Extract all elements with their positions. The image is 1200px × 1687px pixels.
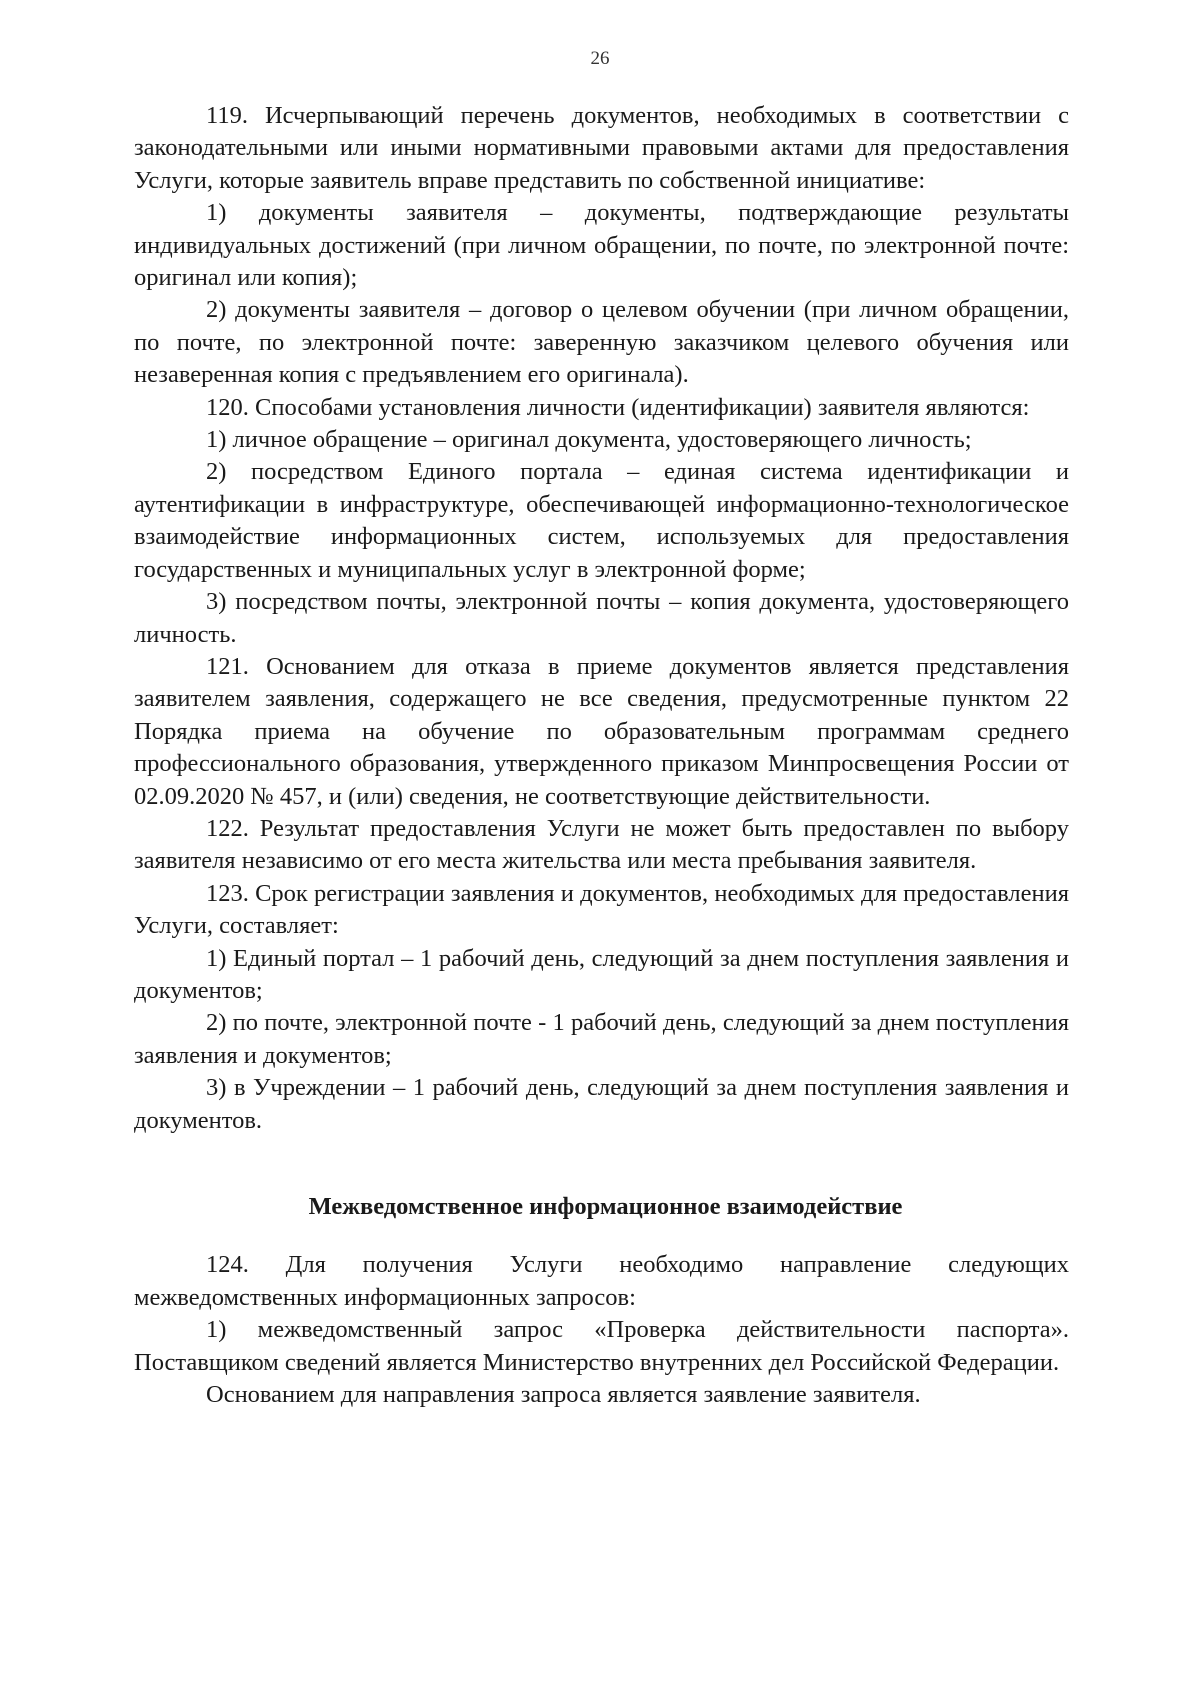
paragraph-122: 122. Результат предоставления Услуги не может быть предоставлен по выбору заявителя независимо от его места жительства или места пребывания заявителя. (134, 814, 1069, 875)
paragraph-121: 121. Основанием для отказа в приеме документов является представления заявителем заявления, содержащего не все сведения, предусмотренные пунктом 22 Порядка приема на обучение по образовательным программам среднего профессионального образования, утвержденного приказом Минпросвещения России от 02.09.2020 № 457, и (или) сведения, не соответствующие действительности. (134, 652, 1069, 810)
paragraph-124: 124. Для получения Услуги необходимо направление следующих межведомственных информационных запросов: (134, 1251, 1069, 1311)
paragraph-124-basis: Основанием для направления запроса является заявление заявителя. (206, 1381, 921, 1409)
paragraph-123-item-3: 3) в Учреждении – 1 рабочий день, следующий за днем поступления заявления и документов. (134, 1074, 1069, 1134)
paragraph-123-item-1: 1) Единый портал – 1 рабочий день, следующий за днем поступления заявления и документов; (134, 944, 1069, 1004)
page-number: 26 (590, 48, 610, 69)
paragraph-120: 120. Способами установления личности (идентификации) заявителя являются: (206, 393, 1030, 421)
section-heading: Межведомственное информационное взаимодействие (308, 1193, 903, 1220)
paragraph-120-item-2: 2) посредством Единого портала – единая система идентификации и аутентификации в инфраструктуре, обеспечивающей информационно-технологическое взаимодействие информационных систем, используемых для предоставления государственных и муниципальных услуг в электронной форме; (134, 458, 1069, 583)
document-body (134, 100, 1069, 1411)
paragraph-119-item-1: 1) документы заявителя – документы, подтверждающие результаты индивидуальных достижений (при личном обращении, по почте, по электронной почте: оригинал или копия); (134, 199, 1069, 292)
paragraph-120-item-1: 1) личное обращение – оригинал документа, удостоверяющего личность; (206, 426, 972, 454)
paragraph-120-item-3: 3) посредством почты, электронной почты – копия документа, удостоверяющего личность. (134, 588, 1069, 648)
paragraph-119: 119. Исчерпывающий перечень документов, необходимых в соответствии с законодательными или иными нормативными правовыми актами для предоставления Услуги, которые заявитель вправе представить по собственной инициативе: (134, 102, 1069, 194)
paragraph-119-item-2: 2) документы заявителя – договор о целевом обучении (при личном обращении, по почте, по электронной почте: заверенную заказчиком целевого обучения или незаверенная копия с предъявлением его оригинала). (134, 296, 1069, 389)
paragraph-123: 123. Срок регистрации заявления и документов, необходимых для предоставления Услуги, составляет: (134, 879, 1069, 940)
paragraph-123-item-2: 2) по почте, электронной почте - 1 рабочий день, следующий за днем поступления заявления и документов; (134, 1009, 1069, 1069)
paragraph-124-item-1: 1) межведомственный запрос «Проверка действительности паспорта». Поставщиком сведений является Министерство внутренних дел Российской Федерации. (134, 1316, 1069, 1376)
